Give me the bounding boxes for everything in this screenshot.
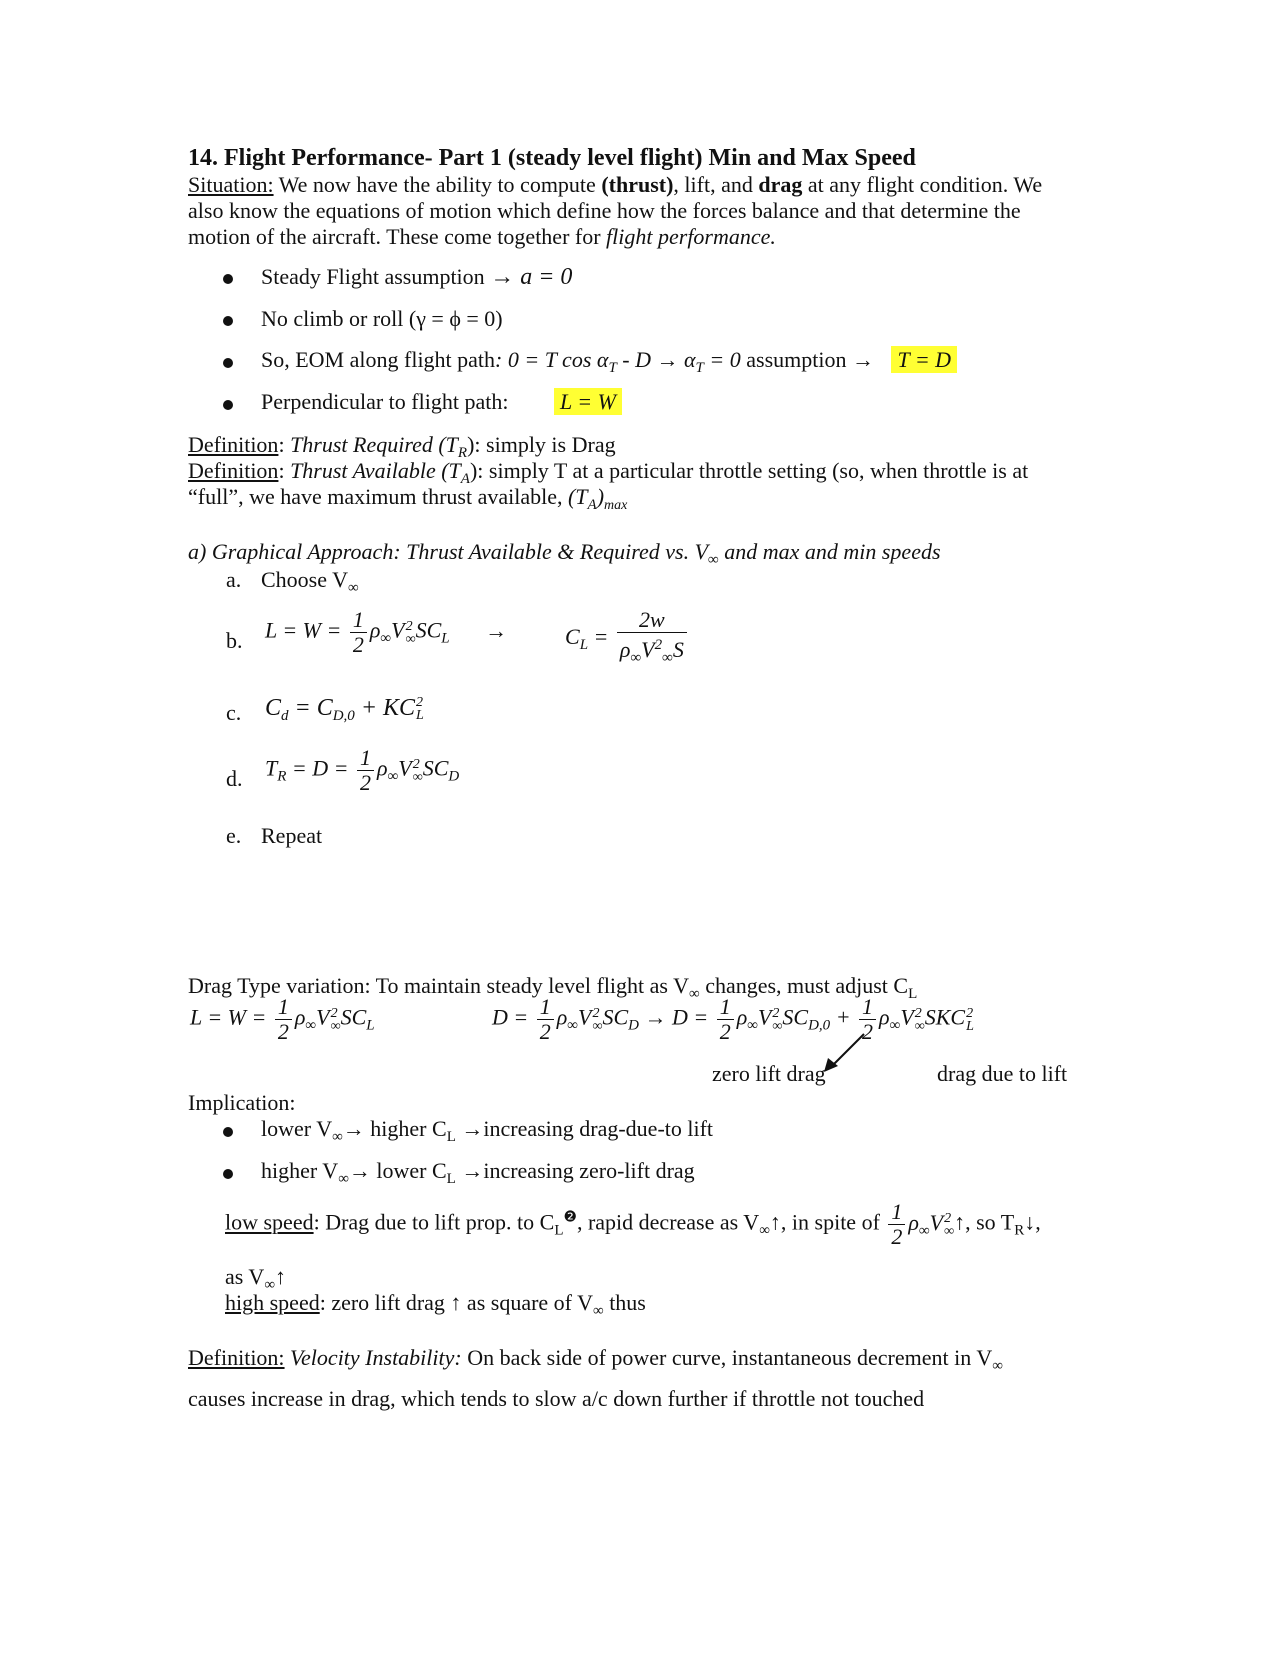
bullet-dot xyxy=(223,1169,233,1179)
bullet-dot xyxy=(223,1127,233,1137)
label-drag-due-to-lift: drag due to lift xyxy=(937,1061,1068,1086)
pointer-arrow-icon xyxy=(820,1030,870,1074)
situation-line-3: motion of the aircraft. These come together for flight performance. xyxy=(188,224,776,249)
step-repeat: Repeat xyxy=(261,823,323,848)
bullet-steady-flight: Steady Flight assumption → a = 0 xyxy=(261,264,573,290)
bullet-dot xyxy=(223,358,233,368)
step-letter-c: c. xyxy=(226,700,242,725)
definition-velocity-instability: Definition: Velocity Instability: On back side of power curve, instantaneous decrement in $V_\infty$ xyxy=(188,1345,1003,1374)
bullet-dot xyxy=(223,316,233,326)
step-letter-e: e. xyxy=(226,823,242,848)
step-letter-a: a. xyxy=(226,567,242,592)
equation-drag-split: D = $\frac{1}{2}$ $\rho_\infty V$ 2 ∞ $SC_D \to D$ = $\frac{1}{2}$ $\rho_\infty V$ 2 ∞ $SC_{D,0}$ + $\frac{1}{2}$ $\rho_\infty V$ 2 ∞ SKC 2 L xyxy=(492,994,974,1044)
bullet-no-climb: No climb or roll (γ = ϕ = 0) xyxy=(261,306,503,331)
page-title: 14. Flight Performance- Part 1 (steady level flight) Min and Max Speed xyxy=(188,145,916,171)
equation-drag-coefficient: $C_d = C_{D,0}$ + KC 2 L xyxy=(265,695,424,724)
highlight-t-equals-d: T = D xyxy=(891,346,957,373)
highlight-l-equals-w: L = W xyxy=(554,388,622,415)
situation-line-1: Situation: We now have the ability to compute (thrust), lift, and drag at any flight condition. We xyxy=(188,172,1043,197)
label-zero-lift-drag: zero lift drag xyxy=(712,1061,826,1086)
bullet-eom: So, EOM along flight path: 0 = T $\cos \alpha_T - D \to \alpha_T = 0$ assumption → T = D xyxy=(261,347,957,377)
implication-higher-v: higher $V_\infty\to$ lower $C_L$ →increasing zero-lift drag xyxy=(261,1158,695,1187)
definition-thrust-available: Definition: Thrust Available $(T_A)$: simply T at a particular throttle setting (so, when throttle is at xyxy=(188,458,1029,487)
arrow-icon: → xyxy=(485,617,508,643)
high-speed-line: high speed: zero lift drag ↑ as square of $V_\infty$ thus xyxy=(225,1290,646,1319)
bullet-dot xyxy=(223,274,233,284)
drag-type-variation: Drag Type variation: To maintain steady level flight as $V_\infty$ changes, must adjust $C_L$ xyxy=(188,973,918,1002)
step-choose-v: Choose $V_\infty$ xyxy=(261,567,359,596)
low-speed-line-2: as $V_\infty↑$ xyxy=(225,1264,287,1293)
equation-cl: $C_L$ = $\frac{2w}{\rho_\infty V^2_\infty S}$ xyxy=(565,608,690,670)
step-letter-d: d. xyxy=(226,766,243,791)
equation-lift-balance: L = W = $\frac{1}{2}$ $\rho_\infty V$ 2 ∞ $SC_L$ xyxy=(190,994,375,1044)
bullet-perpendicular: Perpendicular to flight path: L = W xyxy=(261,389,622,415)
step-letter-b: b. xyxy=(226,628,243,653)
equation-thrust-required: $T_R = D$ = $\frac{1}{2}$ $\rho_\infty V$ 2 ∞ $SC_D$ xyxy=(265,745,460,795)
situation-label: Situation: xyxy=(188,172,274,197)
low-speed-line: low speed: Drag due to lift prop. to $C_L^❷$, rapid decrease as $V_\infty↑$, in spite of $\frac{1}{2}$ $\rho_\infty V$ 2 ∞ ↑, so $T_R↓$, xyxy=(225,1199,1041,1249)
bullet-dot xyxy=(223,400,233,410)
definition-velocity-instability-line-2: causes increase in drag, which tends to slow a/c down further if throttle not touched xyxy=(188,1386,925,1411)
definition-thrust-required: Definition: Thrust Required $(T_R)$: simply is Drag xyxy=(188,432,616,461)
implication-label: Implication: xyxy=(188,1090,296,1115)
situation-line-2: also know the equations of motion which define how the forces balance and that determine the xyxy=(188,198,1021,223)
implication-lower-v: lower $V_\infty\to$ higher $C_L$ →increasing drag-due-to lift xyxy=(261,1116,714,1145)
section-a-title: a) Graphical Approach: Thrust Available & Required vs. $V_\infty$ and max and min speeds xyxy=(188,539,941,568)
definition-thrust-available-line-2: “full”, we have maximum thrust available, $(T_A)_{max}$ xyxy=(188,484,628,513)
equation-lift-weight: L = W = $\frac{1}{2}$ $\rho_\infty V$ 2 ∞ $SC_L$ → xyxy=(265,607,508,657)
